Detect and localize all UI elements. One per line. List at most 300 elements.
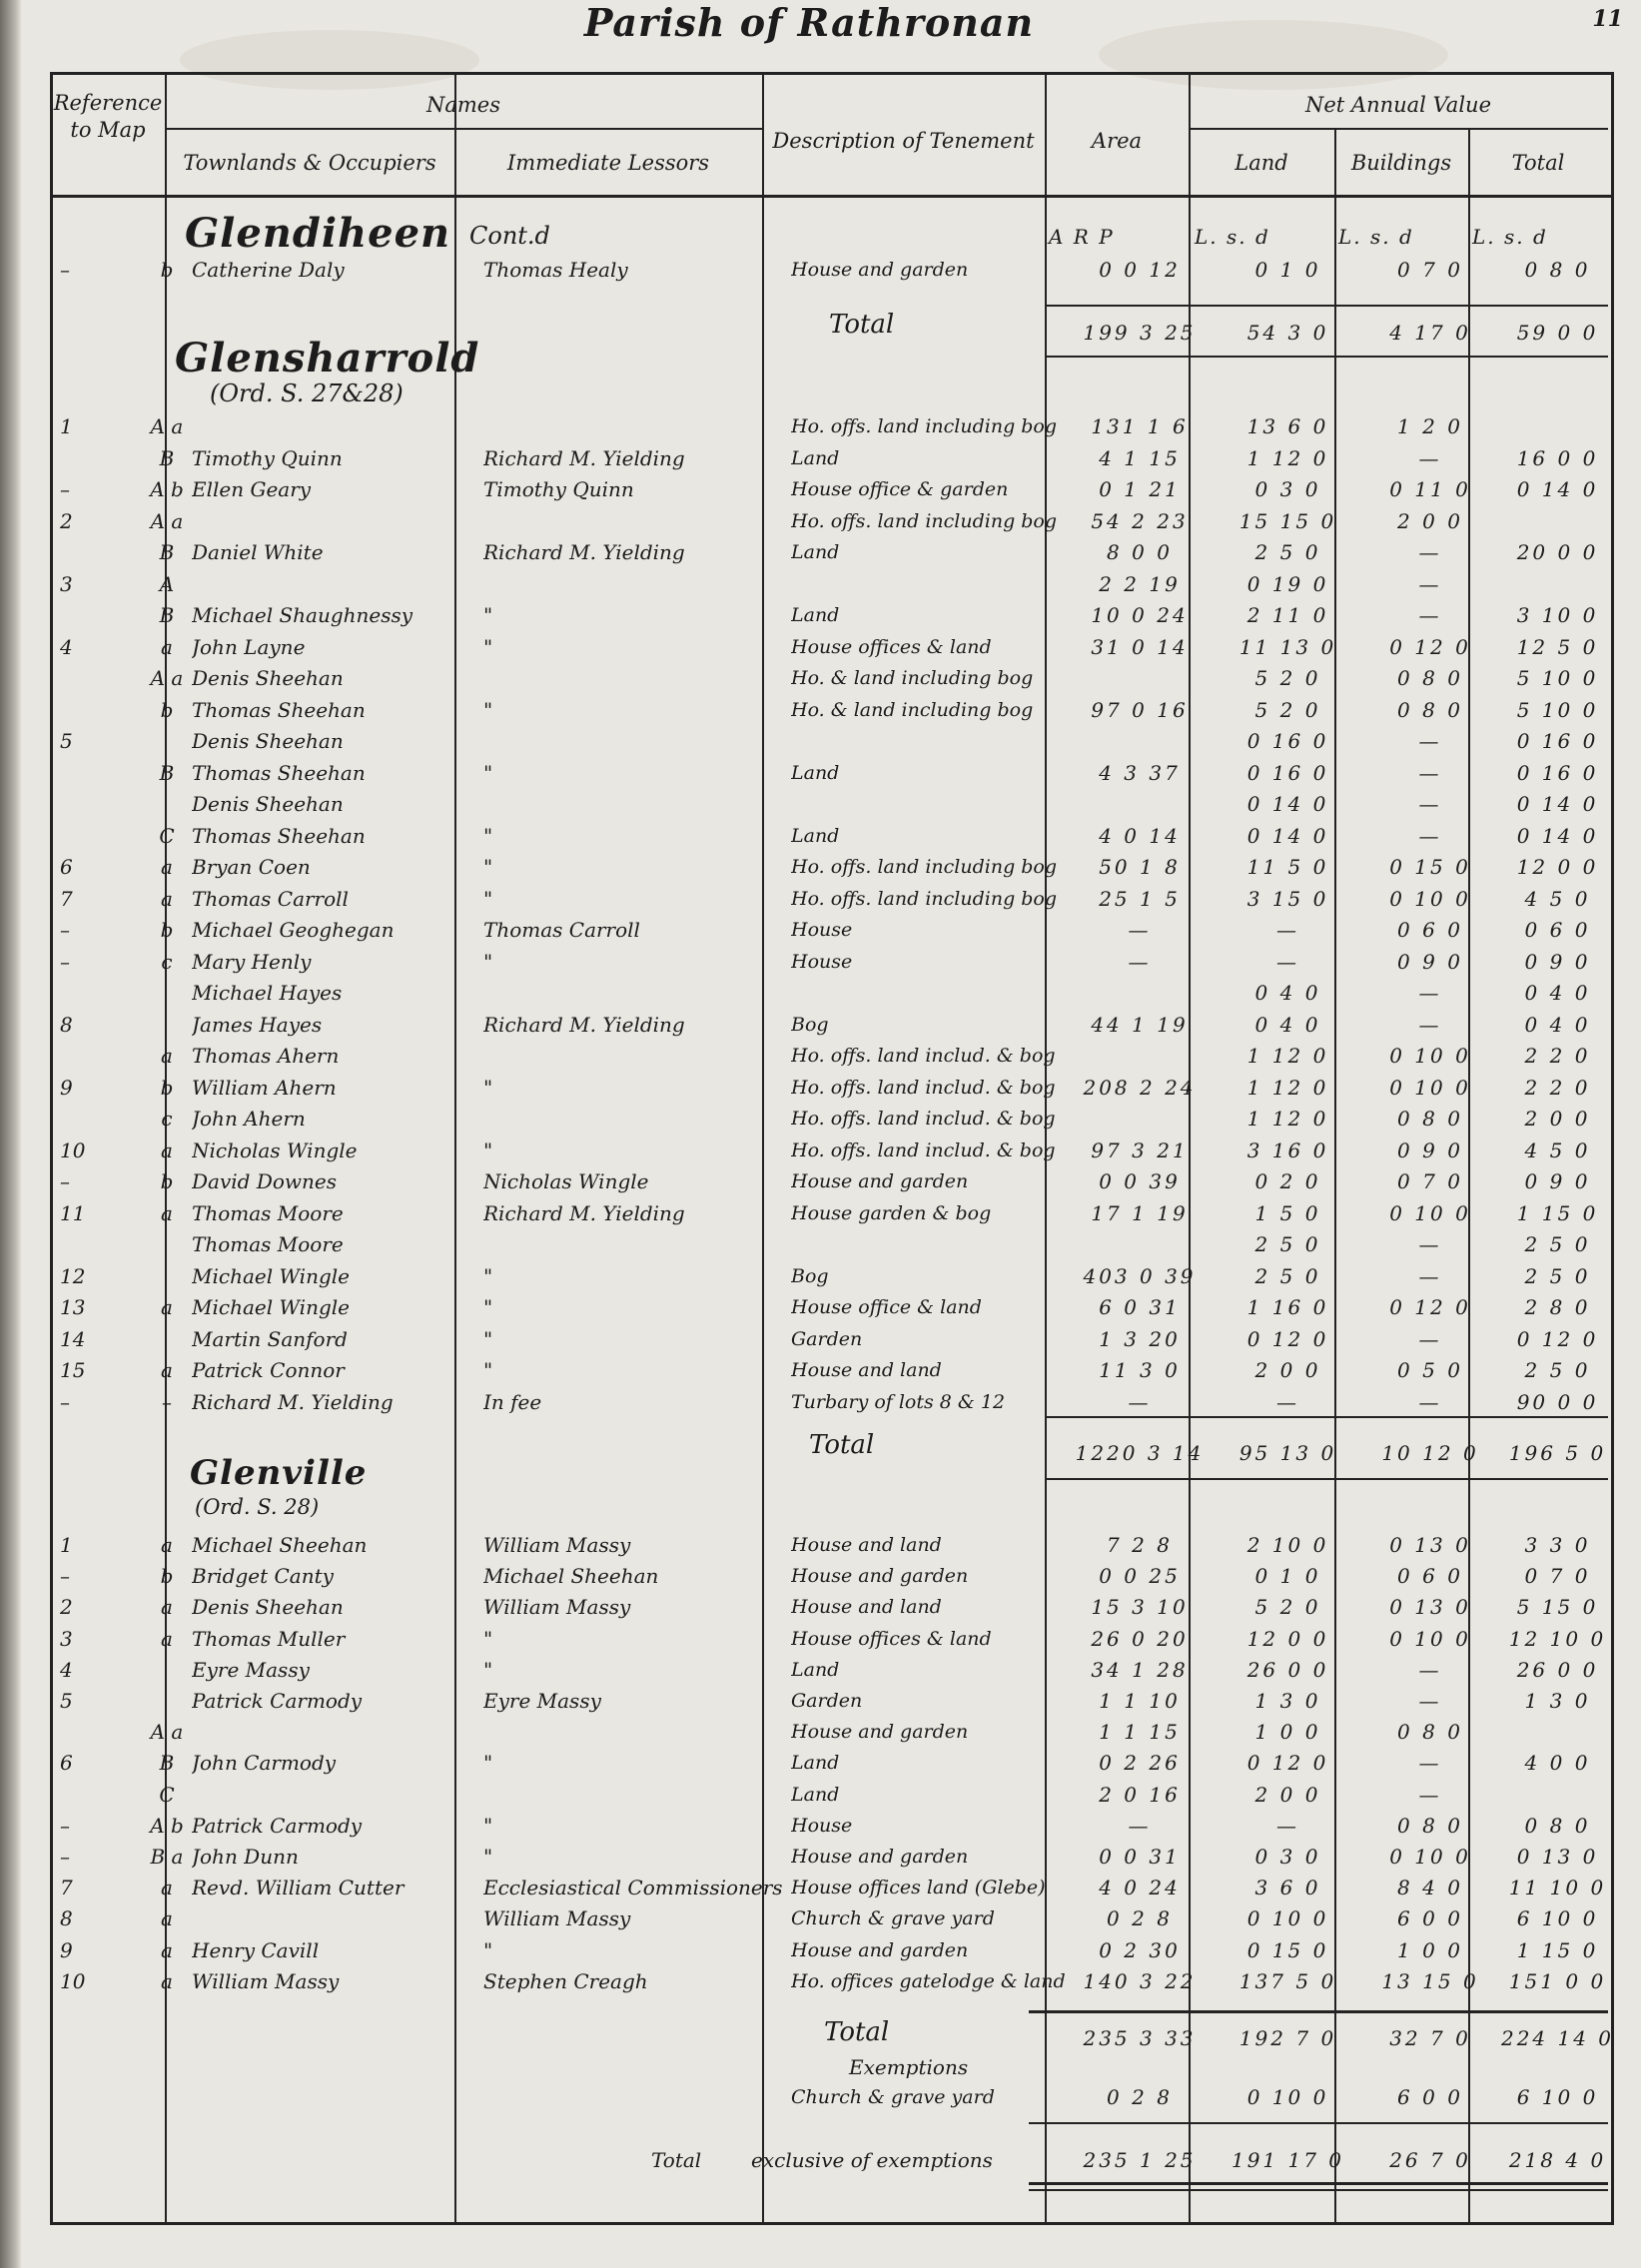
land-value: 0 2 0 bbox=[1254, 1169, 1321, 1193]
header-reference: Reference to Map bbox=[53, 91, 163, 143]
tenement-description: Ho. offs. land including bog bbox=[791, 888, 1058, 910]
sub-reference: b bbox=[160, 698, 174, 722]
occupier-name bbox=[192, 1780, 491, 1811]
lessor-name: Thomas Carroll bbox=[483, 918, 640, 942]
land-value: 11 5 0 bbox=[1246, 855, 1329, 879]
map-reference: – bbox=[60, 1169, 70, 1193]
occupier-name: Patrick Carmody bbox=[192, 1814, 363, 1838]
total-units: L. s. d bbox=[1472, 225, 1548, 249]
map-reference: – bbox=[60, 918, 70, 942]
tenement-description: House offices & land bbox=[791, 636, 992, 658]
area-value: 0 0 31 bbox=[1099, 1845, 1181, 1869]
land-value: — bbox=[1276, 1814, 1299, 1838]
buildings-value: — bbox=[1418, 446, 1442, 470]
tenement-description: Turbary of lots 8 & 12 bbox=[791, 1391, 1006, 1413]
occupier-name: Thomas Muller bbox=[192, 1627, 346, 1651]
table-row bbox=[52, 443, 1606, 474]
buildings-value: — bbox=[1418, 1390, 1442, 1414]
buildings-value: — bbox=[1418, 1751, 1442, 1775]
lessor-name: " bbox=[483, 1358, 493, 1382]
table-row bbox=[52, 1041, 1606, 1072]
total-land: 54 3 0 bbox=[1246, 321, 1329, 345]
area-value: 0 0 25 bbox=[1099, 1564, 1181, 1588]
ord-survey-glenville: (Ord. S. 28) bbox=[195, 1495, 320, 1519]
occupier-name: Henry Cavill bbox=[192, 1938, 320, 1962]
total-value: 0 16 0 bbox=[1516, 761, 1599, 785]
tenement-description: House office & land bbox=[791, 1296, 982, 1318]
total-rule bbox=[1045, 356, 1608, 358]
table-row bbox=[52, 411, 1606, 442]
sub-reference: B a bbox=[150, 1845, 184, 1869]
area-value: 26 0 20 bbox=[1091, 1627, 1189, 1651]
buildings-value: 0 10 0 bbox=[1389, 887, 1471, 911]
buildings-value: 0 10 0 bbox=[1389, 1845, 1471, 1869]
table-row bbox=[52, 1780, 1606, 1811]
table-row bbox=[52, 1717, 1606, 1748]
total-value: 1 3 0 bbox=[1524, 1689, 1591, 1713]
map-reference: 3 bbox=[60, 572, 73, 596]
occupier-name: Timothy Quinn bbox=[192, 446, 343, 470]
page-number: 11 bbox=[1592, 6, 1623, 32]
area-value: 25 1 5 bbox=[1099, 887, 1181, 911]
sub-reference: A b bbox=[150, 477, 184, 501]
occupier-name: Thomas Sheehan bbox=[192, 761, 366, 785]
table-row bbox=[52, 1324, 1606, 1355]
sub-reference: a bbox=[161, 855, 173, 879]
area-value: 0 0 39 bbox=[1099, 1169, 1181, 1193]
occupier-name: Thomas Moore bbox=[192, 1232, 344, 1256]
tenement-description: House and garden bbox=[791, 1170, 969, 1192]
lessor-name: " bbox=[483, 1295, 493, 1319]
tenement-description: Ho. offs. land including bog bbox=[791, 415, 1058, 437]
map-reference: – bbox=[60, 1564, 70, 1588]
area-value: 1 1 15 bbox=[1099, 1720, 1181, 1744]
land-value: 1 16 0 bbox=[1246, 1295, 1329, 1319]
grand-total-area: 235 1 25 bbox=[1083, 2148, 1197, 2172]
sub-reference: b bbox=[160, 1169, 174, 1193]
total-value: 2 2 0 bbox=[1524, 1044, 1591, 1068]
total-rule bbox=[1029, 2182, 1608, 2185]
sub-reference: B bbox=[159, 446, 175, 470]
total-value: 5 10 0 bbox=[1516, 698, 1599, 722]
area-value: 0 2 8 bbox=[1107, 1906, 1173, 1930]
buildings-value: 0 12 0 bbox=[1389, 635, 1471, 659]
total-value: 0 9 0 bbox=[1524, 950, 1591, 974]
land-value: 1 12 0 bbox=[1246, 1076, 1329, 1100]
tenement-description: House bbox=[791, 1815, 853, 1837]
occupier-name: Michael Shaughnessy bbox=[192, 603, 413, 627]
map-reference: 10 bbox=[60, 1138, 86, 1162]
table-row bbox=[52, 1873, 1606, 1903]
lessor-name: " bbox=[483, 1627, 493, 1651]
area-value: 4 0 14 bbox=[1099, 824, 1181, 848]
land-value: 26 0 0 bbox=[1246, 1658, 1329, 1682]
map-reference: 8 bbox=[60, 1906, 73, 1930]
area-value: 4 0 24 bbox=[1099, 1876, 1181, 1899]
occupier-name bbox=[192, 1903, 491, 1934]
occupier-name: Patrick Connor bbox=[192, 1358, 345, 1382]
townland-glensharrold: Glensharrold bbox=[175, 335, 480, 381]
table-row bbox=[52, 1686, 1606, 1717]
land-value: 0 10 0 bbox=[1246, 1906, 1329, 1930]
buildings-value: 0 10 0 bbox=[1389, 1201, 1471, 1225]
map-reference: 7 bbox=[60, 1876, 73, 1899]
map-reference: 2 bbox=[60, 1595, 73, 1619]
lessor-name: Ecclesiastical Commissioners bbox=[483, 1876, 783, 1899]
lessor-name: William Massy bbox=[483, 1906, 631, 1930]
header-total: Total bbox=[1511, 151, 1565, 175]
sub-reference: a bbox=[161, 1044, 173, 1068]
lessor-name bbox=[483, 978, 783, 1009]
tenement-description: Ho. offs. land includ. & bog bbox=[791, 1108, 1056, 1130]
grand-total-buildings: 26 7 0 bbox=[1389, 2148, 1471, 2172]
table-row bbox=[52, 789, 1606, 820]
grand-total-land: 191 17 0 bbox=[1231, 2148, 1345, 2172]
lessor-name: " bbox=[483, 1751, 493, 1775]
sub-reference: a bbox=[161, 635, 173, 659]
occupier-name: Denis Sheehan bbox=[192, 792, 344, 816]
lessor-name: Stephen Creagh bbox=[483, 1969, 648, 1993]
total-value: 5 10 0 bbox=[1516, 666, 1599, 690]
map-reference: 7 bbox=[60, 887, 73, 911]
table-row bbox=[52, 569, 1606, 600]
occupier-name: Mary Henly bbox=[192, 950, 312, 974]
lessor-name: " bbox=[483, 1845, 493, 1869]
lessor-name bbox=[483, 569, 783, 600]
total-value: 16 0 0 bbox=[1516, 446, 1599, 470]
tenement-description: Garden bbox=[791, 1690, 863, 1712]
map-reference: 2 bbox=[60, 509, 73, 533]
lessor-name: Eyre Massy bbox=[483, 1689, 601, 1713]
lessor-name: " bbox=[483, 950, 493, 974]
buildings-value: 2 0 0 bbox=[1397, 509, 1463, 533]
total-value: 1 15 0 bbox=[1516, 1938, 1599, 1962]
tenement-description: Ho. offs. land includ. & bog bbox=[791, 1139, 1056, 1161]
header-land: Land bbox=[1234, 151, 1288, 175]
map-reference bbox=[60, 663, 98, 694]
buildings-value: 6 0 0 bbox=[1397, 1906, 1463, 1930]
tenement-description: Land bbox=[791, 1752, 840, 1774]
header-rule bbox=[50, 195, 1611, 198]
buildings-value: 13 15 0 bbox=[1381, 1969, 1479, 1993]
area-value: 4 1 15 bbox=[1099, 446, 1181, 470]
map-reference: – bbox=[60, 1814, 70, 1838]
total-rule bbox=[1045, 1478, 1608, 1480]
land-value: 13 6 0 bbox=[1246, 414, 1329, 438]
sub-reference: a bbox=[161, 1906, 173, 1930]
land-value: 0 14 0 bbox=[1246, 824, 1329, 848]
header-rule bbox=[1189, 128, 1608, 130]
total-area: 235 3 33 bbox=[1083, 2026, 1197, 2050]
occupier-name: Martin Sanford bbox=[192, 1327, 348, 1351]
sub-reference: A a bbox=[150, 1720, 184, 1744]
tenement-description: Land bbox=[791, 825, 840, 847]
buildings-value: 0 13 0 bbox=[1389, 1533, 1471, 1557]
sub-reference: A a bbox=[150, 414, 184, 438]
land-value: 0 12 0 bbox=[1246, 1327, 1329, 1351]
lessor-name: Richard M. Yielding bbox=[483, 446, 685, 470]
occupier-name: Michael Geoghegan bbox=[192, 918, 395, 942]
area-value: — bbox=[1128, 918, 1152, 942]
total-buildings: 10 12 0 bbox=[1381, 1441, 1479, 1465]
map-reference: 11 bbox=[60, 1201, 86, 1225]
total-area: 199 3 25 bbox=[1083, 321, 1197, 345]
grand-total-note: exclusive of exemptions bbox=[751, 2148, 993, 2172]
total-land: 192 7 0 bbox=[1238, 2026, 1337, 2050]
table-row bbox=[52, 947, 1606, 978]
occupier-name: Nicholas Wingle bbox=[192, 1138, 358, 1162]
lessor-name bbox=[483, 1229, 783, 1260]
table-row bbox=[52, 1530, 1606, 1561]
occupier-name bbox=[192, 411, 491, 442]
table-row bbox=[52, 978, 1606, 1009]
lessor-name: " bbox=[483, 1327, 493, 1351]
total-value: 0 8 0 bbox=[1524, 258, 1591, 282]
table-row bbox=[52, 726, 1606, 757]
land-value: 2 10 0 bbox=[1246, 1533, 1329, 1557]
buildings-value: — bbox=[1418, 603, 1442, 627]
lessor-name: " bbox=[483, 855, 493, 879]
land-value: 0 15 0 bbox=[1246, 1938, 1329, 1962]
table-row bbox=[52, 695, 1606, 726]
map-reference bbox=[60, 1780, 98, 1811]
area-value: 97 3 21 bbox=[1091, 1138, 1189, 1162]
buildings-value: 0 7 0 bbox=[1397, 1169, 1463, 1193]
map-reference bbox=[60, 1229, 98, 1260]
occupier-name: Daniel White bbox=[192, 540, 324, 564]
land-value: 12 0 0 bbox=[1246, 1627, 1329, 1651]
lessor-name bbox=[483, 1780, 783, 1811]
tenement-description: House and land bbox=[791, 1596, 942, 1618]
area-value: 8 0 0 bbox=[1107, 540, 1173, 564]
total-buildings: 32 7 0 bbox=[1389, 2026, 1471, 2050]
map-reference: 6 bbox=[60, 1751, 73, 1775]
total-value: 0 4 0 bbox=[1524, 981, 1591, 1005]
table-row bbox=[52, 1261, 1606, 1292]
lessor-name: " bbox=[483, 887, 493, 911]
map-reference bbox=[60, 758, 98, 789]
area-value: 50 1 8 bbox=[1099, 855, 1181, 879]
total-value: 4 5 0 bbox=[1524, 1138, 1591, 1162]
sub-reference: B bbox=[159, 761, 175, 785]
table-row bbox=[52, 1748, 1606, 1779]
buildings-value: 8 4 0 bbox=[1397, 1876, 1463, 1899]
map-reference: 4 bbox=[60, 635, 73, 659]
map-reference bbox=[60, 600, 98, 631]
total-value bbox=[1470, 569, 1641, 600]
total-value: 20 0 0 bbox=[1516, 540, 1599, 564]
map-reference: – bbox=[60, 950, 70, 974]
tenement-description: Ho. offs. land including bog bbox=[791, 510, 1058, 532]
land-value: 1 12 0 bbox=[1246, 446, 1329, 470]
continued-mark: Cont.d bbox=[469, 222, 550, 250]
buildings-value: — bbox=[1418, 792, 1442, 816]
table-row bbox=[52, 474, 1606, 505]
table-row bbox=[52, 1903, 1606, 1934]
table-row bbox=[52, 663, 1606, 694]
map-reference bbox=[60, 978, 98, 1009]
total-value: 0 12 0 bbox=[1516, 1327, 1599, 1351]
occupier-name: Thomas Sheehan bbox=[192, 824, 366, 848]
buildings-value: 0 6 0 bbox=[1397, 1564, 1463, 1588]
area-value: 131 1 6 bbox=[1091, 414, 1189, 438]
land-value: 1 12 0 bbox=[1246, 1107, 1329, 1131]
sub-reference: C bbox=[159, 1783, 175, 1807]
land-value: 0 3 0 bbox=[1254, 1845, 1321, 1869]
tenement-description: Ho. offices gatelodge & land bbox=[791, 1970, 1066, 1992]
occupier-name: Thomas Moore bbox=[192, 1201, 344, 1225]
map-reference: 9 bbox=[60, 1938, 73, 1962]
land-value: 0 3 0 bbox=[1254, 477, 1321, 501]
buildings-value: — bbox=[1418, 1264, 1442, 1288]
map-reference: 1 bbox=[60, 1533, 73, 1557]
exemption-total: 6 10 0 bbox=[1516, 2085, 1599, 2109]
area-value: 11 3 0 bbox=[1099, 1358, 1181, 1382]
sub-reference: B bbox=[159, 540, 175, 564]
tenement-description: Bog bbox=[791, 1265, 829, 1287]
total-value: 3 3 0 bbox=[1524, 1533, 1591, 1557]
occupier-name bbox=[192, 506, 491, 537]
tenement-description: House and garden bbox=[791, 1565, 969, 1587]
total-value: 12 0 0 bbox=[1516, 855, 1599, 879]
buildings-value: 0 7 0 bbox=[1397, 258, 1463, 282]
lessor-name: " bbox=[483, 698, 493, 722]
tenement-description: House and garden bbox=[791, 1721, 969, 1743]
buildings-value: 0 15 0 bbox=[1389, 855, 1471, 879]
exemption-row bbox=[52, 2082, 1606, 2113]
sub-reference: A b bbox=[150, 1814, 184, 1838]
land-value: 1 12 0 bbox=[1246, 1044, 1329, 1068]
area-value: 6 0 31 bbox=[1099, 1295, 1181, 1319]
land-value: 137 5 0 bbox=[1238, 1969, 1337, 1993]
total-value: 4 5 0 bbox=[1524, 887, 1591, 911]
total-value: 5 15 0 bbox=[1516, 1595, 1599, 1619]
buildings-value: 0 10 0 bbox=[1389, 1044, 1471, 1068]
map-reference bbox=[60, 821, 98, 852]
lessor-name: " bbox=[483, 761, 493, 785]
lessor-name: Richard M. Yielding bbox=[483, 540, 685, 564]
table-row bbox=[52, 1624, 1606, 1655]
total-value: 0 16 0 bbox=[1516, 729, 1599, 753]
area-value: 15 3 10 bbox=[1091, 1595, 1189, 1619]
total-value: 26 0 0 bbox=[1516, 1658, 1599, 1682]
total-rule bbox=[1045, 305, 1608, 307]
land-value: 0 4 0 bbox=[1254, 1013, 1321, 1037]
sub-reference: A a bbox=[150, 509, 184, 533]
total-value: 0 4 0 bbox=[1524, 1013, 1591, 1037]
lessor-name: " bbox=[483, 1814, 493, 1838]
occupier-name: John Ahern bbox=[192, 1107, 306, 1131]
tenement-description: Land bbox=[791, 447, 840, 469]
townland-glendiheen: Glendiheen bbox=[185, 210, 451, 257]
sub-reference: b bbox=[160, 1564, 174, 1588]
tenement-description: House bbox=[791, 919, 853, 941]
sub-reference: A bbox=[159, 572, 175, 596]
area-value: — bbox=[1128, 950, 1152, 974]
tenement-description: Land bbox=[791, 541, 840, 563]
total-label-glenville: Total bbox=[824, 2017, 890, 2047]
tenement-description: Ho. & land including bog bbox=[791, 667, 1034, 689]
table-row bbox=[52, 852, 1606, 883]
tenement-description: House and garden bbox=[791, 259, 969, 281]
total-value: 3 10 0 bbox=[1516, 603, 1599, 627]
sub-reference: b bbox=[160, 1076, 174, 1100]
total-value: 0 14 0 bbox=[1516, 824, 1599, 848]
lessor-name: " bbox=[483, 635, 493, 659]
sub-reference: b bbox=[160, 918, 174, 942]
buildings-value: — bbox=[1418, 1689, 1442, 1713]
sub-reference: A a bbox=[150, 666, 184, 690]
area-value: 2 2 19 bbox=[1099, 572, 1181, 596]
occupier-name: Catherine Daly bbox=[192, 258, 345, 282]
sub-reference: C bbox=[159, 824, 175, 848]
table-row bbox=[52, 1966, 1606, 1997]
total-label-glendiheen: Total bbox=[829, 310, 895, 340]
table-row bbox=[52, 537, 1606, 568]
total-value: 11 10 0 bbox=[1508, 1876, 1607, 1899]
area-value: 0 1 21 bbox=[1099, 477, 1181, 501]
lessor-name: Richard M. Yielding bbox=[483, 1201, 685, 1225]
buildings-value: 0 8 0 bbox=[1397, 1814, 1463, 1838]
tenement-description: Land bbox=[791, 1784, 840, 1806]
buildings-value: — bbox=[1418, 1232, 1442, 1256]
sub-reference: a bbox=[161, 1595, 173, 1619]
land-value: — bbox=[1276, 918, 1299, 942]
occupier-name: William Ahern bbox=[192, 1076, 337, 1100]
buildings-value: — bbox=[1418, 761, 1442, 785]
land-value: 2 5 0 bbox=[1254, 1232, 1321, 1256]
area-value: 140 3 22 bbox=[1083, 1969, 1197, 1993]
tenement-description: Ho. & land including bog bbox=[791, 699, 1034, 721]
occupier-name: Michael Hayes bbox=[192, 981, 343, 1005]
buildings-value: 0 12 0 bbox=[1389, 1295, 1471, 1319]
map-reference bbox=[60, 1717, 98, 1748]
tenement-description: Land bbox=[791, 1659, 840, 1681]
map-reference: – bbox=[60, 1845, 70, 1869]
exemption-buildings: 6 0 0 bbox=[1397, 2085, 1463, 2109]
header-description: Description of Tenement bbox=[772, 129, 1035, 153]
buildings-value: 0 11 0 bbox=[1389, 477, 1471, 501]
tenement-description: Land bbox=[791, 762, 840, 784]
map-reference: 15 bbox=[60, 1358, 86, 1382]
occupier-name bbox=[192, 569, 491, 600]
grand-total-label: Total bbox=[651, 2148, 702, 2172]
map-reference: 5 bbox=[60, 1689, 73, 1713]
area-value: 403 0 39 bbox=[1083, 1264, 1197, 1288]
map-reference: 9 bbox=[60, 1076, 73, 1100]
land-value: 2 0 0 bbox=[1254, 1783, 1321, 1807]
table-row bbox=[52, 1935, 1606, 1966]
tenement-description: House and land bbox=[791, 1359, 942, 1381]
tenement-description: House office & garden bbox=[791, 478, 1009, 500]
tenement-description: Ho. offs. land includ. & bog bbox=[791, 1045, 1056, 1067]
land-value: 0 4 0 bbox=[1254, 981, 1321, 1005]
total-value: 6 10 0 bbox=[1516, 1906, 1599, 1930]
map-reference: 8 bbox=[60, 1013, 73, 1037]
total-value bbox=[1470, 1780, 1641, 1811]
header-area: Area bbox=[1091, 129, 1143, 153]
tenement-description: Garden bbox=[791, 1328, 863, 1350]
map-reference: – bbox=[60, 1390, 70, 1414]
table-row bbox=[52, 1166, 1606, 1197]
land-value: 0 14 0 bbox=[1246, 792, 1329, 816]
buildings-value: 0 8 0 bbox=[1397, 698, 1463, 722]
buildings-value: 0 9 0 bbox=[1397, 950, 1463, 974]
occupier-name: Eyre Massy bbox=[192, 1658, 310, 1682]
exemption-land: 0 10 0 bbox=[1246, 2085, 1329, 2109]
land-value: — bbox=[1276, 1390, 1299, 1414]
total-value bbox=[1470, 411, 1641, 442]
